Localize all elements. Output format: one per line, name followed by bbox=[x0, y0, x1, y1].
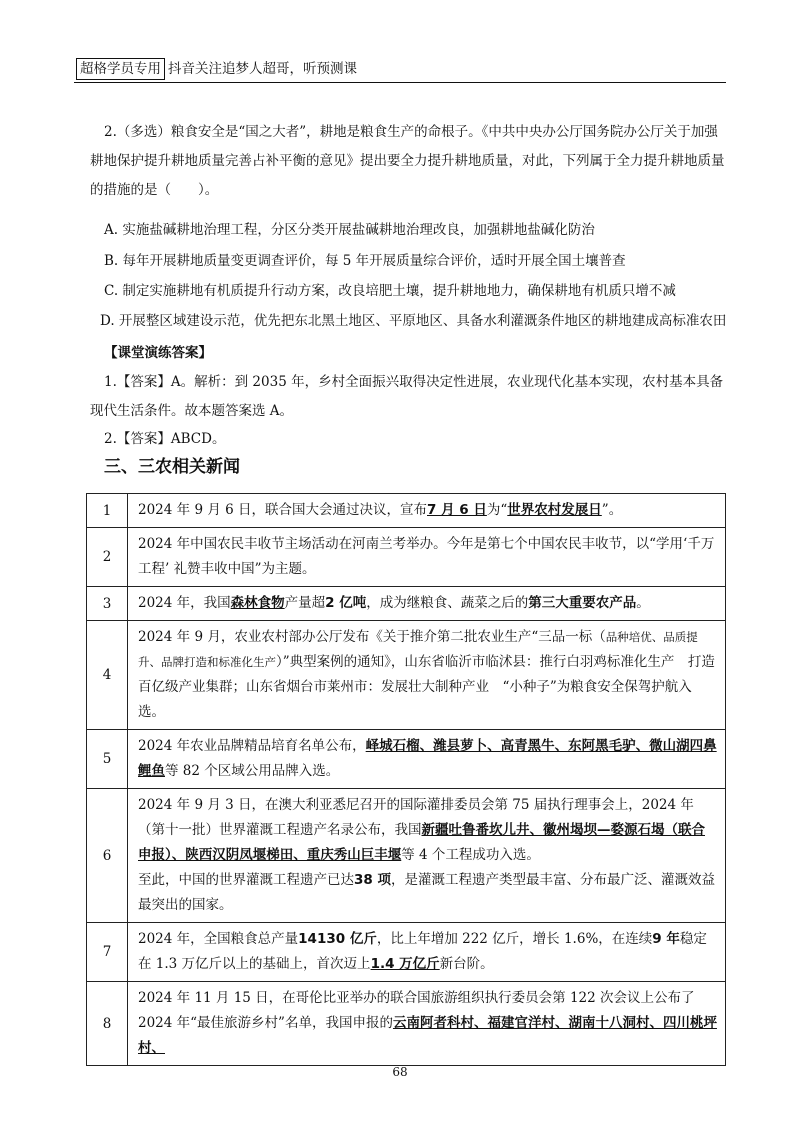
news-cell: 2024 年 9 月 6 日，联合国大会通过决议，宣布7 月 6 日为“世界农村发展日”。 bbox=[128, 494, 726, 528]
news-table bbox=[86, 493, 726, 1066]
table-row bbox=[87, 621, 726, 730]
row-number: 7 bbox=[87, 923, 128, 982]
answer-2: 2.【答案】ABCD。 bbox=[104, 431, 226, 447]
news-cell: 2024 年中国农民丰收节主场活动在河南兰考举办。今年是第七个中国农民丰收节，以“学用‘千万工程’ 礼赞丰收中国”为主题。 bbox=[128, 528, 726, 587]
header-text: 抖音关注追梦人超哥，听预测课 bbox=[168, 61, 357, 77]
header-rule bbox=[74, 82, 726, 83]
news-cell: 2024 年，全国粮食总产量14130 亿斤，比上年增加 222 亿斤，增长 1.6%，在连续9 年稳定在 1.3 万亿斤以上的基础上，首次迈上1.4 万亿斤新台阶。 bbox=[128, 923, 726, 982]
row-number: 6 bbox=[87, 789, 128, 923]
option-b: B. 每年开展耕地质量变更调查评价，每 5 年开展质量综合评价，适时开展全国土壤普查 bbox=[104, 253, 626, 269]
row-number: 2 bbox=[87, 528, 128, 587]
option-a: A. 实施盐碱耕地治理工程，分区分类开展盐碱耕地治理改良，加强耕地盐碱化防治 bbox=[104, 222, 595, 238]
question-stem: 2.（多选）粮食安全是“国之大者”，耕地是粮食生产的命根子。《中共中央办公厅国务院办公厅关于加强耕地保护提升耕地质量完善占补平衡的意见》提出要全力提升耕地质量，对此，下列属于全力提升耕地质量的措施的是（ ）。 bbox=[90, 124, 725, 198]
table-row bbox=[87, 528, 726, 587]
table-row bbox=[87, 730, 726, 789]
table-row bbox=[87, 923, 726, 982]
table-row bbox=[87, 587, 726, 621]
row-number: 5 bbox=[87, 730, 128, 789]
section-title: 三、三农相关新闻 bbox=[104, 457, 240, 477]
option-c: C. 制定实施耕地有机质提升行动方案，改良培肥土壤，提升耕地地力，确保耕地有机质只增不减 bbox=[104, 283, 676, 299]
row-number: 4 bbox=[87, 621, 128, 730]
news-cell: 2024 年农业品牌精品培育名单公布，峄城石榴、潍县萝卜、高青黑牛、东阿黑毛驴、微山湖四鼻鲤鱼等 82 个区域公用品牌入选。 bbox=[128, 730, 726, 789]
header-badge: 超格学员专用 bbox=[76, 58, 165, 80]
table-row bbox=[87, 982, 726, 1066]
page-number: 68 bbox=[392, 1065, 408, 1079]
answers-heading: 【课堂演练答案】 bbox=[104, 345, 212, 361]
page-header bbox=[76, 58, 357, 80]
news-cell: 2024 年 9 月，农业农村部办公厅发布《关于推介第二批农业生产“三品一标（品种培优、品质提升、品牌打造和标准化生产）”典型案例的通知》，山东省临沂市临沭县：推行白羽鸡标准化生产 打造百亿级产业集群；山东省烟台市莱州市：发展壮大制种产业 “小种子”为粮食安全保驾护航入选。 bbox=[128, 621, 726, 730]
row-number: 8 bbox=[87, 982, 128, 1066]
answer-1: 1.【答案】A。解析：到 2035 年，乡村全面振兴取得决定性进展，农业现代化基本实现，农村基本具备现代生活条件。故本题答案选 A。 bbox=[90, 374, 724, 419]
news-cell: 2024 年 11 月 15 日，在哥伦比亚举办的联合国旅游组织执行委员会第 122 次会议上公布了 2024 年“最佳旅游乡村”名单，我国申报的云南阿者科村、福建官洋村、湖南十八洞村、四川桃坪村、 bbox=[128, 982, 726, 1066]
table-row bbox=[87, 789, 726, 923]
news-cell: 2024 年，我国森林食物产量超2 亿吨，成为继粮食、蔬菜之后的第三大重要农产品。 bbox=[128, 587, 726, 621]
news-cell: 2024 年 9 月 3 日，在澳大利亚悉尼召开的国际灌排委员会第 75 届执行理事会上，2024 年（第十一批）世界灌溉工程遗产名录公布，我国新疆吐鲁番坎儿井、徽州堨坝—婺源石堨（联合申报）、陕西汉阴凤堰梯田、重庆秀山巨丰堰等 4 个工程成功入选。 至此，中国的世界灌溉工程遗产已达38 项，是灌溉工程遗产类型最丰富、分布最广泛、灌溉效益最突出的国家。 bbox=[128, 789, 726, 923]
table-row bbox=[87, 494, 726, 528]
row-number: 3 bbox=[87, 587, 128, 621]
row-number: 1 bbox=[87, 494, 128, 528]
option-d: D. 开展整区域建设示范，优先把东北黑土地区、平原地区、具备水利灌溉条件地区的耕地建成高标准农田 bbox=[100, 313, 727, 329]
